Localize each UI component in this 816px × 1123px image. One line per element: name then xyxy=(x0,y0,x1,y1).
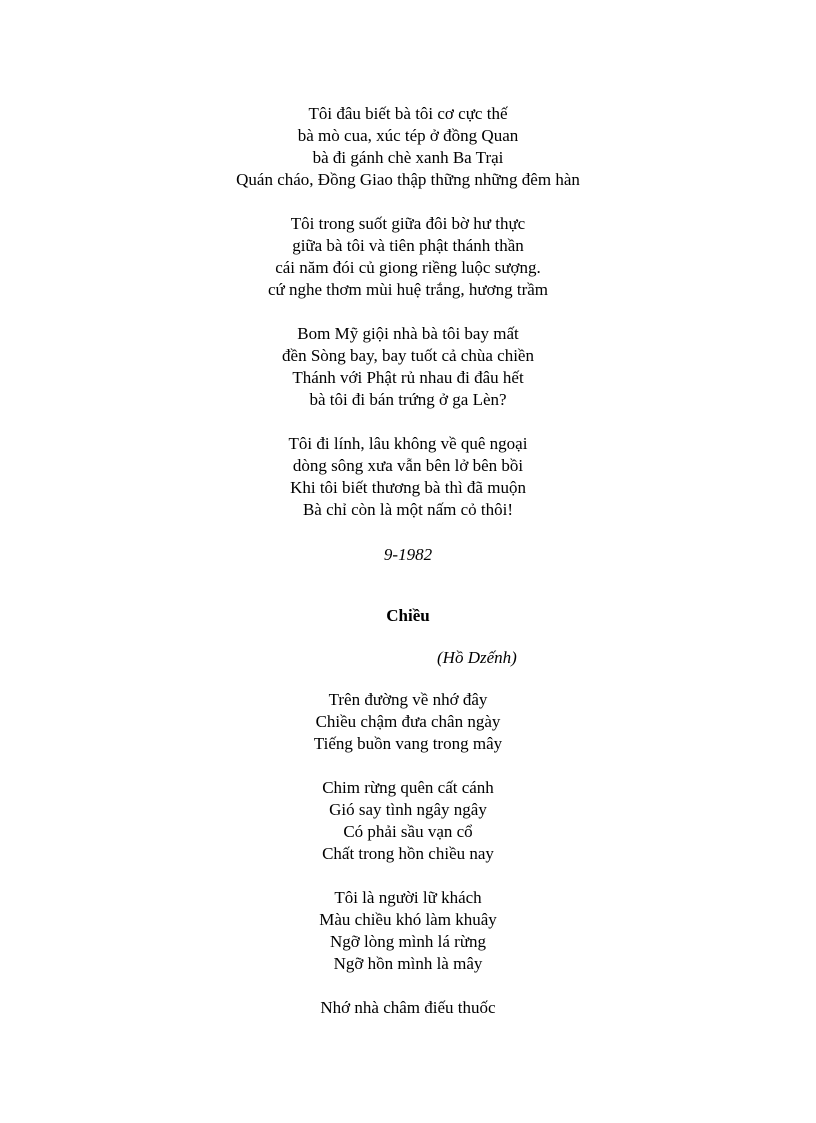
poem1-stanza-2 xyxy=(0,213,816,301)
poem-line: bà đi gánh chè xanh Ba Trại xyxy=(312,148,504,167)
poem-line: Bà chỉ còn là một nấm cỏ thôi! xyxy=(302,500,514,519)
poem2-stanza-2 xyxy=(0,777,816,865)
poem1-stanza-4 xyxy=(0,433,816,521)
poem-line: cứ nghe thơm mùi huệ trắng, hương trầm xyxy=(267,280,549,299)
poem-line: Thánh với Phật rủ nhau đi đâu hết xyxy=(292,368,524,387)
poem-line: Tôi đi lính, lâu không về quê ngoại xyxy=(288,434,528,453)
poem2-stanza-1 xyxy=(0,689,816,755)
poem-line: Tiếng buồn vang trong mây xyxy=(313,734,503,753)
poem-line: Nhớ nhà châm điếu thuốc xyxy=(320,998,496,1017)
poem-line: dòng sông xưa vẫn bên lở bên bồi xyxy=(292,456,524,475)
poem-line: Ngỡ lòng mình lá rừng xyxy=(329,932,487,951)
poem-line: Tôi đâu biết bà tôi cơ cực thế xyxy=(308,104,508,123)
poem-line: Gió say tình ngây ngây xyxy=(329,800,487,819)
poem-line: bà mò cua, xúc tép ở đồng Quan xyxy=(297,126,519,145)
poem-line: Màu chiều khó làm khuây xyxy=(319,910,497,929)
poem-line: Khi tôi biết thương bà thì đã muộn xyxy=(290,478,526,497)
poem2-stanza-3 xyxy=(0,887,816,975)
poem1-stanza-1 xyxy=(0,103,816,191)
poem-line: giữa bà tôi và tiên phật thánh thần xyxy=(292,236,524,255)
poem-line: Có phải sầu vạn cổ xyxy=(343,822,473,841)
poem-line: Ngỡ hồn mình là mây xyxy=(333,954,483,973)
poem-line: Trên đường về nhớ đây xyxy=(328,690,488,709)
poem-line: đền Sòng bay, bay tuốt cả chùa chiền xyxy=(282,346,534,365)
poem-line: Chất trong hồn chiều nay xyxy=(322,844,494,863)
poem2-author: (Hồ Dzếnh) xyxy=(437,648,517,667)
poem-line: Tôi trong suốt giữa đôi bờ hư thực xyxy=(290,214,526,233)
poem-line: Tôi là người lữ khách xyxy=(334,888,482,907)
poem-line: Chiều chậm đưa chân ngày xyxy=(315,712,501,731)
poem-line: Chim rừng quên cất cánh xyxy=(322,778,494,797)
poem2-stanza-4 xyxy=(0,997,816,1019)
poem-line: bà tôi đi bán trứng ở ga Lèn? xyxy=(309,390,507,409)
poem2-title: Chiều xyxy=(386,606,430,625)
poem1-stanza-3 xyxy=(0,323,816,411)
poem-line: Bom Mỹ giội nhà bà tôi bay mất xyxy=(297,324,519,343)
poem1-date: 9-1982 xyxy=(383,545,433,564)
poem-line: cái năm đói củ giong riềng luộc sượng. xyxy=(275,258,541,277)
poem-line: Quán cháo, Đồng Giao thập thững những đêm hàn xyxy=(236,170,580,189)
